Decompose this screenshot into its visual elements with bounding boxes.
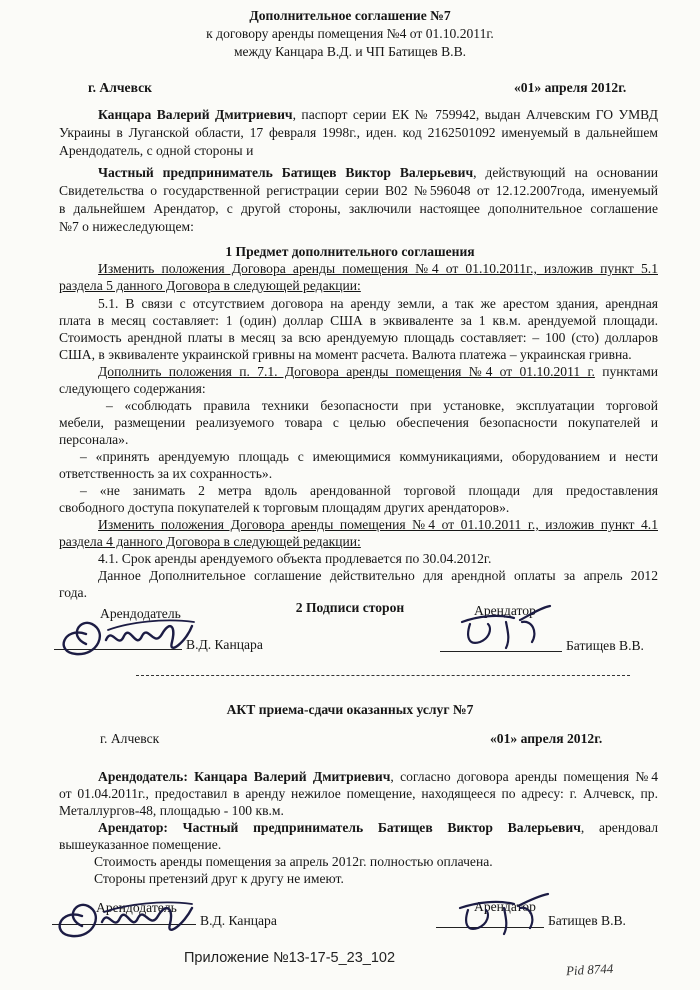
bullet-1-line-2: мебели, размещении реализуемого товара с целью обеспечения безопасности покупателей и (59, 415, 658, 430)
agreement-subtitle-parties: между Канцара В.Д. и ЧП Батищев В.В. (233, 44, 467, 59)
act-place: г. Алчевск (100, 731, 160, 746)
intro-lessor-line-2: Украины в Луганской области, 17 февраля 1998г., иден. код 2162501092 именуемый в дальнейшем (59, 125, 658, 140)
handwritten-note: Pid 8744 (565, 960, 614, 979)
act-lessor-line-1: Арендодатель: Канцара Валерий Дмитриевич, согласно договора аренды помещения №4 (98, 769, 659, 784)
bullet-1-line-1: – «соблюдать правила техники безопасности при установке, эксплуатации торговой (106, 398, 658, 413)
intro-tenant-line-3: в дальнейшем Арендатор, с другой стороны, заключили настоящее дополнительное соглашение (59, 201, 658, 216)
tenant-name: Батищев В.В. (566, 638, 644, 653)
act-lessor-line-2: от 01.04.2011г., предоставил в аренду нежилое помещение, находящееся по адресу: г. Алчевск, пр. (59, 786, 658, 801)
bullet-3-line-1: – «не занимать 2 метра вдоль арендованной торговой площади для предоставления (80, 483, 658, 498)
intro-tenant-line-2: Свидетельства о государственной регистрации серии В02 №596048 от 12.12.2007года, именуемый (59, 183, 658, 198)
intro-lessor-line-3: Арендодатель, с одной стороны и (59, 143, 254, 158)
appendix-label: Приложение №13-17-5_23_102 (184, 950, 396, 966)
act-title: АКТ приема-сдачи оказанных услуг №7 (226, 702, 474, 717)
section-2-heading: 2 Подписи сторон (295, 600, 405, 615)
tenant-signature-icon (448, 602, 558, 652)
change-clause-4-line-1: Изменить положения Договора аренды помещения №4 от 01.10.2011 г., изложив пункт 4.1 (98, 517, 658, 532)
act-tenant-signature-icon (448, 890, 558, 940)
act-lessor-name: В.Д. Канцара (200, 913, 277, 928)
bullet-1-line-3: персонала». (59, 432, 129, 447)
section-1-heading: 1 Предмет дополнительного соглашения (225, 244, 475, 259)
tenant-full-name: Частный предприниматель Батищев Виктор Валерьевич (98, 165, 474, 180)
clause-5-1-line-2: плата в месяц составляет: 1 (один) доллар США в эквиваленте за 1 кв.м. арендуемой площади. (59, 313, 658, 328)
change-clause-5-line-2: раздела 5 данного Договора в следующей редакции: (59, 278, 361, 293)
place: г. Алчевск (88, 80, 152, 95)
agreement-subtitle-contract: к договору аренды помещения №4 от 01.10.2011г. (206, 26, 494, 41)
change-clause-5-line-1: Изменить положения Договора аренды помещения №4 от 01.10.2011г., изложив пункт 5.1 (98, 261, 658, 276)
bullet-2-line-1: – «принять арендуемую площадь с имеющимися коммуникациями, оборудованием и нести (80, 449, 658, 464)
lessor-full-name: Канцара Валерий Дмитриевич (98, 107, 293, 122)
clause-5-1-line-4: США, в эквиваленте украинской гривны на момент расчета. Валюта платежа – украинская гривна. (59, 347, 632, 362)
bullet-3-line-2: свободного доступа покупателей к торговым площадям других арендаторов». (59, 500, 510, 515)
act-no-claims-statement: Стороны претензий друг к другу не имеют. (94, 871, 344, 886)
act-lessor-line-3: Металлургов-48, площадью - 100 кв.м. (59, 803, 284, 818)
add-clause-7-1-line-1: Дополнить положения п. 7.1. Договора аренды помещения №4 от 01.10.2011 г. пунктами (98, 364, 658, 379)
clause-5-1-line-3: Стоимость арендной платы в месяц за всю арендуемую площадь составляет: – 100 (сто) долларов (59, 330, 658, 345)
act-tenant-line-1: Арендатор: Частный предприниматель Батищев Виктор Валерьевич, арендовал (98, 820, 658, 835)
tenant-label: Арендатор (474, 603, 536, 618)
validity-line-2: года. (59, 585, 87, 600)
separator-line (136, 675, 630, 676)
lessor-name: В.Д. Канцара (186, 637, 263, 652)
add-clause-7-1-line-2: следующего содержания: (59, 381, 206, 396)
act-tenant-label: Арендатор (474, 899, 536, 914)
act-tenant-line-2: вышеуказанное помещение. (59, 837, 222, 852)
lessor-label: Арендодатель (100, 606, 181, 621)
clause-4-1: 4.1. Срок аренды арендуемого объекта продлевается по 30.04.2012г. (98, 551, 492, 566)
agreement-title: Дополнительное соглашение №7 (249, 8, 451, 23)
clause-5-1-line-1: 5.1. В связи с отсутствием договора на аренду земли, а так же арестом здания, арендная (98, 296, 658, 311)
act-lessor-signature-icon (42, 888, 202, 948)
agreement-date: «01» апреля 2012г. (514, 80, 627, 95)
change-clause-4-line-2: раздела 4 данного Договора в следующей редакции: (59, 534, 361, 549)
intro-tenant-line-1: Частный предприниматель Батищев Виктор Валерьевич, действующий на основании (98, 165, 658, 180)
bullet-2-line-2: ответственность за их сохранность». (59, 466, 273, 481)
act-payment-statement: Стоимость аренды помещения за апрель 2012г. полностью оплачена. (94, 854, 493, 869)
act-date: «01» апреля 2012г. (490, 731, 603, 746)
act-lessor-label: Арендодатель (96, 900, 177, 915)
act-tenant-name: Батищев В.В. (548, 913, 626, 928)
intro-tenant-line-4: №7 о нижеследующем: (59, 219, 194, 234)
validity-line-1: Данное Дополнительное соглашение действительно для арендной оплаты за апрель 2012 (98, 568, 658, 583)
lessor-signature-icon (46, 596, 206, 666)
intro-lessor-line-1: Канцара Валерий Дмитриевич, паспорт серии ЕК № 759942, выдан Алчевским ГО УМВД (98, 107, 658, 122)
